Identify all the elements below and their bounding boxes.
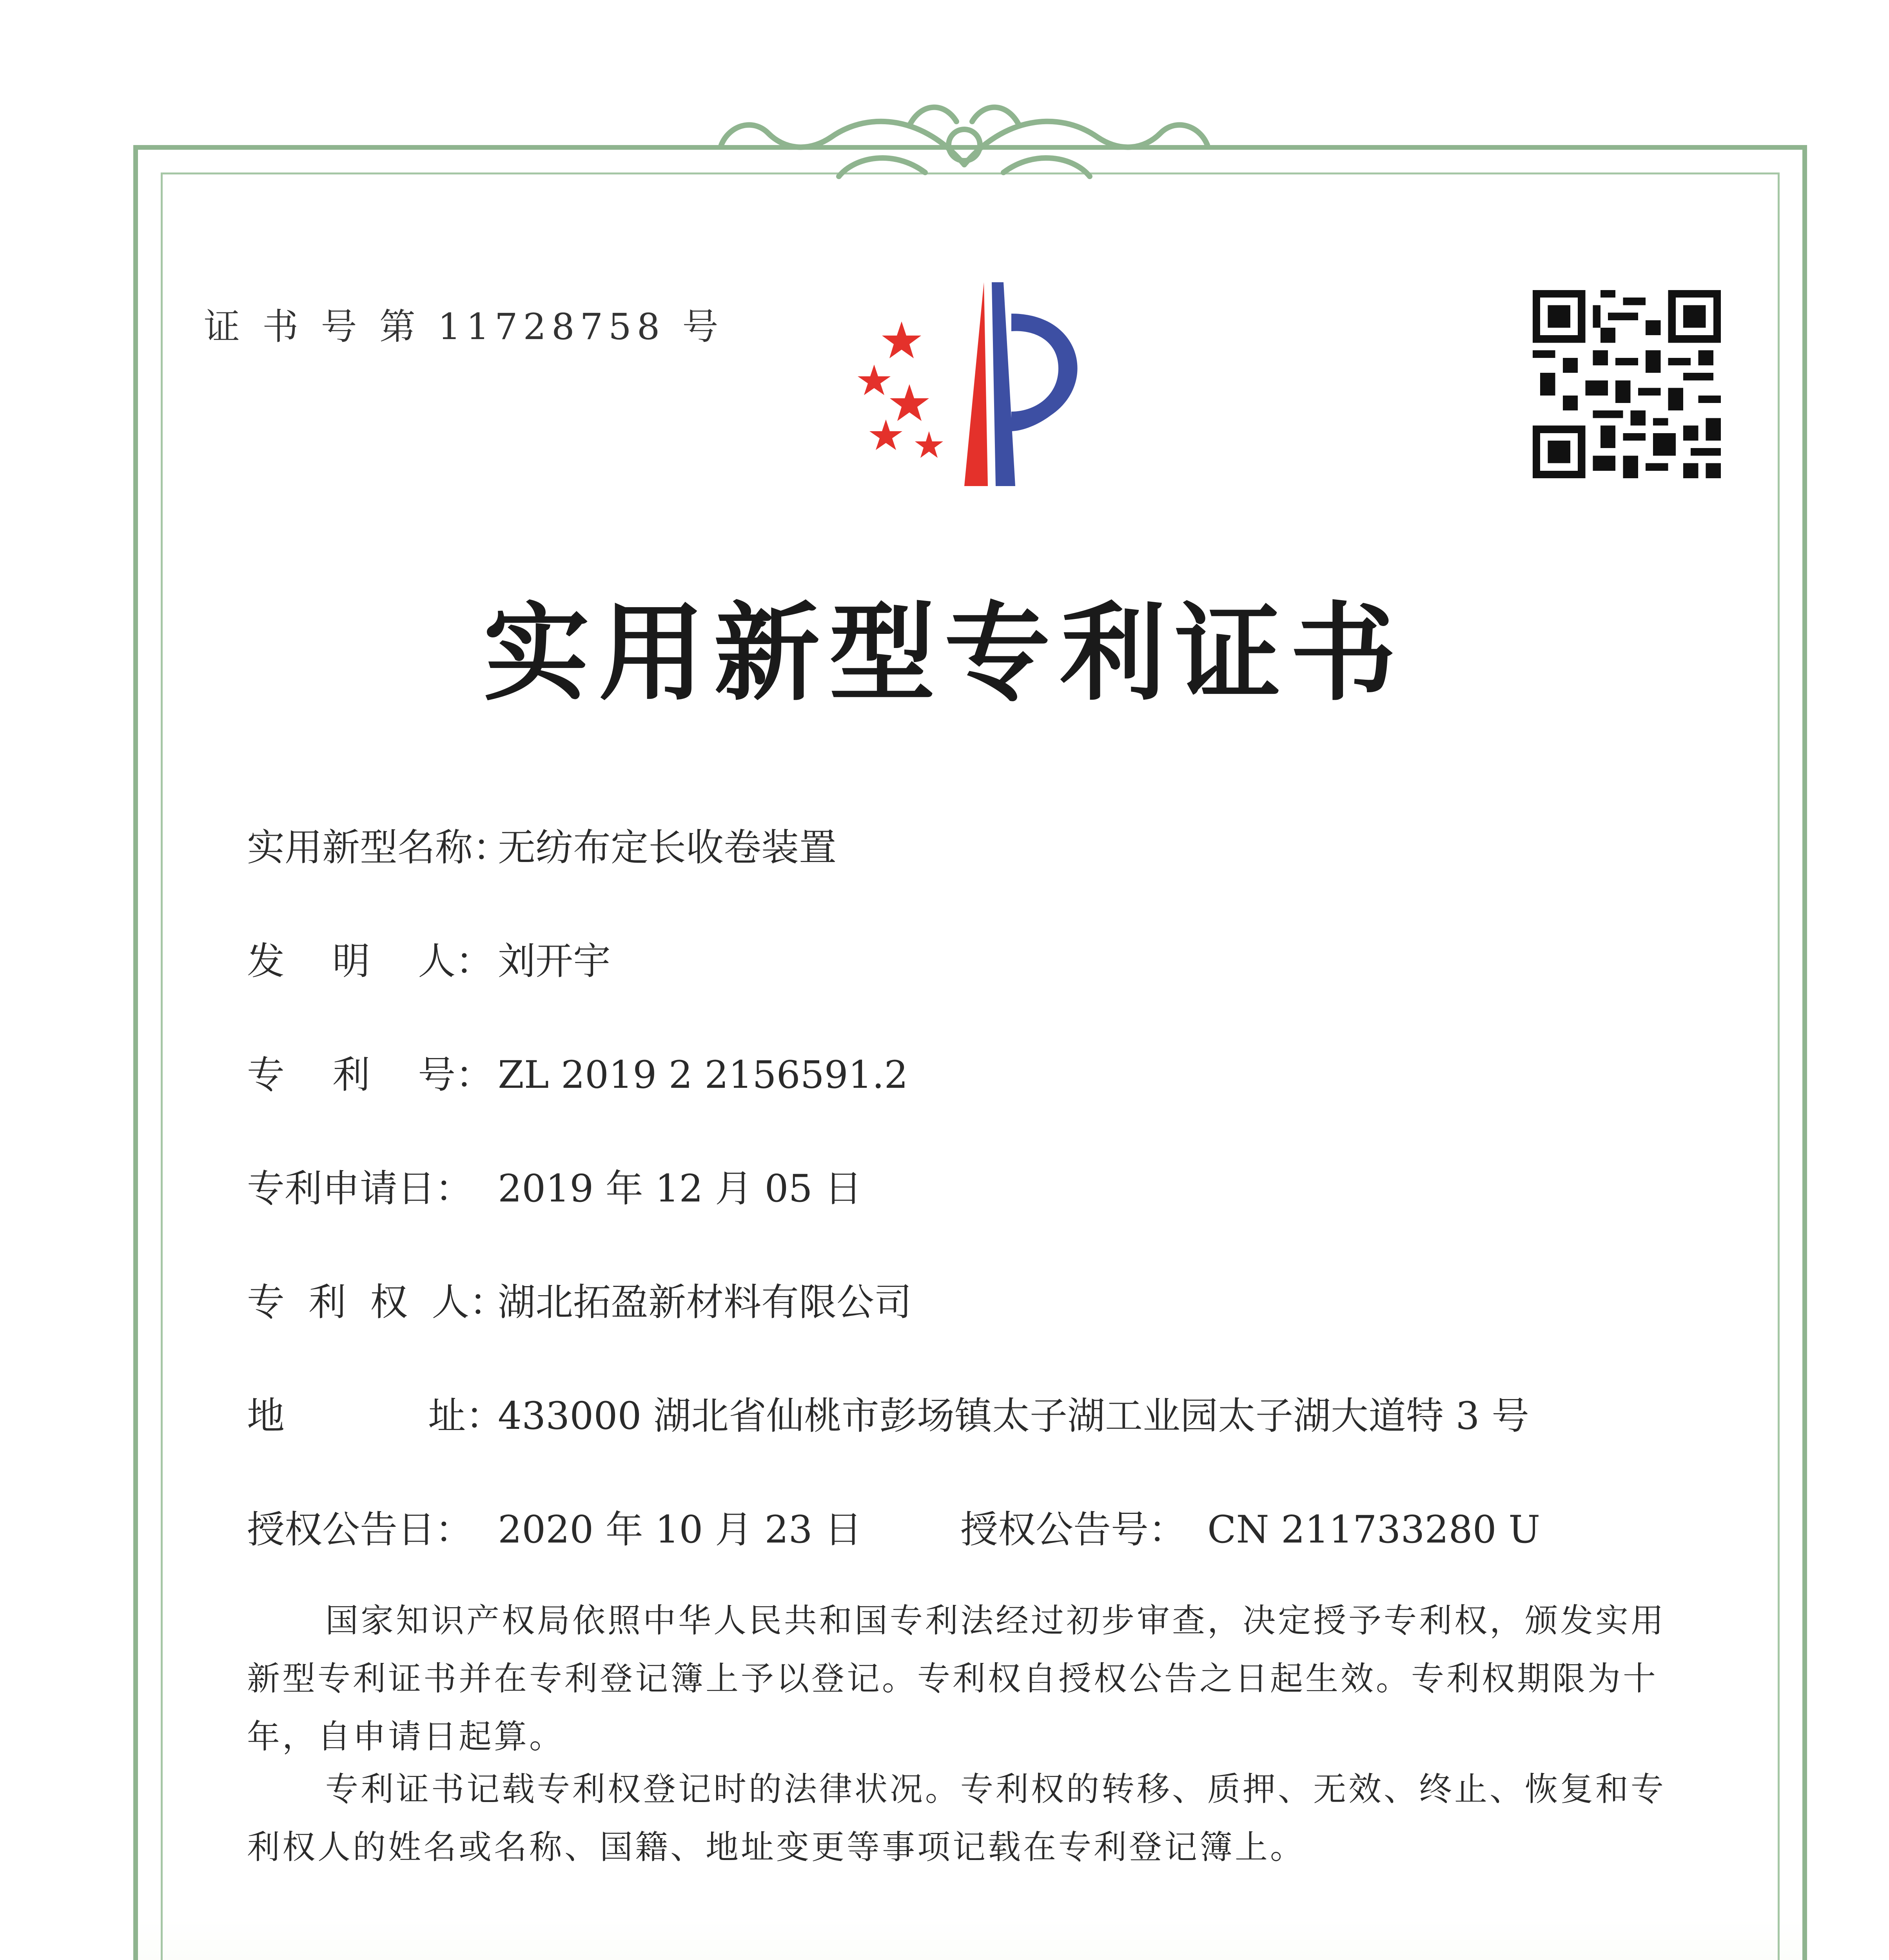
field-value: ZL 2019 2 2156591.2 (498, 1053, 908, 1097)
field-value: 无纺布定长收卷装置 (498, 826, 837, 869)
field-label: 实用新型名称： (247, 826, 510, 869)
field-label: 专 利 权 人： (247, 1280, 507, 1324)
field-grant-number-value: CN 211733280 U (1207, 1508, 1541, 1552)
statement-paragraph-2: 专利证书记载专利权登记时的法律状况。专利权的转移、质押、无效、终止、恢复和专利权人的姓名或名称、国籍、地址变更等事项记载在专利登记簿上。 (247, 1770, 1666, 1866)
certificate-number: 证 书 号 第 11728758 号 (204, 306, 724, 348)
field-label: 发 明 人： (247, 939, 494, 983)
patent-office-emblem-icon (815, 267, 1129, 510)
qr-code-icon (1533, 290, 1721, 478)
field-value: 433000 湖北省仙桃市彭场镇太子湖工业园太子湖大道特 3 号 (498, 1394, 1530, 1438)
document-title: 实用新型专利证书 (483, 590, 1406, 715)
field-label: 专利申请日： (247, 1167, 473, 1210)
field-value: 2019 年 12 月 05 日 (498, 1167, 862, 1210)
field-value: 湖北拓盈新材料有限公司 (498, 1280, 912, 1324)
field-value: 2020 年 10 月 23 日 (498, 1508, 862, 1552)
field-value: 刘开宇 (498, 939, 611, 983)
top-ornament-icon (690, 94, 1239, 196)
field-grant-number-label: 授权公告号： (960, 1508, 1186, 1552)
statement-paragraph-1: 国家知识产权局依照中华人民共和国专利法经过初步审查，决定授予专利权，颁发实用新型专利证书并在专利登记簿上予以登记。专利权自授权公告之日起生效。专利权期限为十年，自申请日起算。 (247, 1601, 1666, 1756)
field-label: 授权公告日： (247, 1508, 473, 1552)
field-label: 专 利 号： (247, 1053, 494, 1097)
field-label: 地 址： (247, 1394, 504, 1438)
